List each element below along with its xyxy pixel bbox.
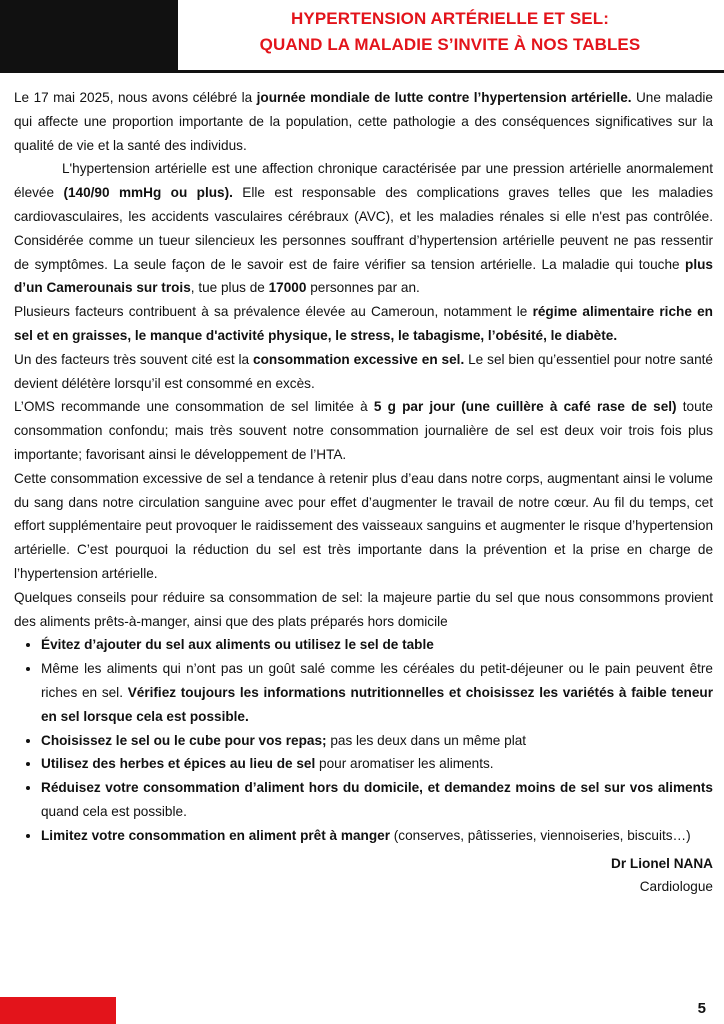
footer-red-block xyxy=(0,997,116,1024)
list-item xyxy=(41,633,713,657)
bold-text: Limitez votre consommation en aliment prêt à manger xyxy=(41,827,390,843)
text: Même les aliments qui n’ont pas un goût salé comme les céréales du petit-déjeuner ou le pain peuvent être riches en sel. xyxy=(41,661,713,700)
list-item xyxy=(41,824,713,848)
text: L’OMS recommande une consommation de sel limitée à xyxy=(14,399,374,415)
paragraph-definition xyxy=(14,157,713,300)
list-item xyxy=(41,776,713,824)
bold-text: consommation excessive en sel. xyxy=(253,351,465,367)
bold-text: 17000 xyxy=(268,280,307,296)
text: Un des facteurs très souvent cité est la xyxy=(14,351,254,367)
text: Une maladie qui affecte une proportion importante de la population, cette pathologie a des conséquences significatives sur la qualité de vie et la santé des individus. xyxy=(14,90,713,153)
paragraph-factors xyxy=(14,300,713,348)
list-item xyxy=(41,657,713,728)
bold-text: journée mondiale de lutte contre l’hypertension artérielle. xyxy=(256,90,632,105)
header-divider xyxy=(0,70,724,73)
paragraph-oms xyxy=(14,395,713,466)
text: Le 17 mai 2025, nous avons célébré la xyxy=(14,90,257,105)
bold-text: Réduisez votre consommation d’aliment hors du domicile, et demandez moins de sel sur vos aliments xyxy=(41,780,713,796)
paragraph-salt xyxy=(14,348,713,396)
paragraph-effects: Cette consommation excessive de sel a tendance à retenir plus d’eau dans notre corps, augmentant ainsi le volume du sang dans notre circulation sanguine avec pour effet d’augmenter le travail de notre cœur. Au fil du temps, cet effort supplémentaire peut provoquer le raidissement des vaisseaux sanguins et augmenter le risque d’hypertension artérielle. C’est pourquoi la réduction du sel est très importante dans la prévention et la prise en charge de l’hypertension artérielle. xyxy=(14,470,713,581)
bold-text: 5 g par jour (une cuillère à café rase de sel) xyxy=(373,399,677,415)
text: quand cela est possible. xyxy=(41,803,187,819)
author-role: Cardiologue xyxy=(639,879,713,895)
page-title xyxy=(182,6,718,58)
header-black-block xyxy=(0,0,178,72)
signature xyxy=(14,852,713,900)
advice-list xyxy=(14,633,713,847)
article-body xyxy=(14,86,713,899)
bold-text: Évitez d’ajouter du sel aux aliments ou utilisez le sel de table xyxy=(41,637,434,653)
author-name: Dr Lionel NANA xyxy=(611,855,713,871)
text: pas les deux dans un même plat xyxy=(326,732,527,748)
text: , tue plus de xyxy=(190,280,269,296)
page-number: 5 xyxy=(697,1000,706,1017)
text: pour aromatiser les aliments. xyxy=(315,756,494,772)
title-line-1: HYPERTENSION ARTÉRIELLE ET SEL: xyxy=(291,9,609,28)
text: toute consommation confondu; mais très souvent notre consommation journalière de sel est deux voir trois fois plus importante; favorisant ainsi le développement de l’HTA. xyxy=(14,399,713,462)
text: Elle est responsable des complications graves telles que les maladies cardiovasculaires, les accidents vasculaires cérébraux (AVC), et les maladies rénales si elle n'est pas contrôlée. Considérée comme un tueur silencieux les personnes souffrant d’hypertension artérielle peuvent ne pas ressentir de symptômes. La seule façon de le savoir est de faire vérifier sa tension artérielle. La maladie qui touche xyxy=(14,185,713,272)
bold-text: Utilisez des herbes et épices au lieu de sel xyxy=(41,756,316,772)
bold-text: (140/90 mmHg ou plus). xyxy=(63,185,233,201)
text: L'hypertension artérielle est une affection chronique caractérisée par une pression artérielle anormalement élevée xyxy=(14,161,713,201)
bold-text: régime alimentaire riche en sel et en graisses, le manque d'activité physique, le stress, le tabagisme, l’obésité, le diabète. xyxy=(14,304,713,343)
list-item xyxy=(41,729,713,753)
title-line-2: QUAND LA MALADIE S’INVITE À NOS TABLES xyxy=(259,35,641,54)
bold-text: Vérifiez toujours les informations nutritionnelles et choisissez les variétés à faible teneur en sel lorsque cela est possible. xyxy=(41,684,713,724)
bold-text: plus d’un Camerounais sur trois xyxy=(14,256,713,296)
list-item xyxy=(41,752,713,776)
bold-text: Choisissez le sel ou le cube pour vos repas; xyxy=(41,732,327,748)
text: Plusieurs facteurs contribuent à sa prévalence élevée au Cameroun, notamment le xyxy=(14,304,533,320)
text: (conserves, pâtisseries, viennoiseries, biscuits…) xyxy=(389,827,691,843)
text: personnes par an. xyxy=(306,280,420,296)
paragraph-intro xyxy=(14,86,713,157)
paragraph-advice-intro: Quelques conseils pour réduire sa consommation de sel: la majeure partie du sel que nous consommons provient des aliments prêts-à-manger, ainsi que des plats préparés hors domicile xyxy=(14,589,713,629)
text: Le sel bien qu’essentiel pour notre santé devient délétère lorsqu’il est consommé en excès. xyxy=(14,351,713,391)
